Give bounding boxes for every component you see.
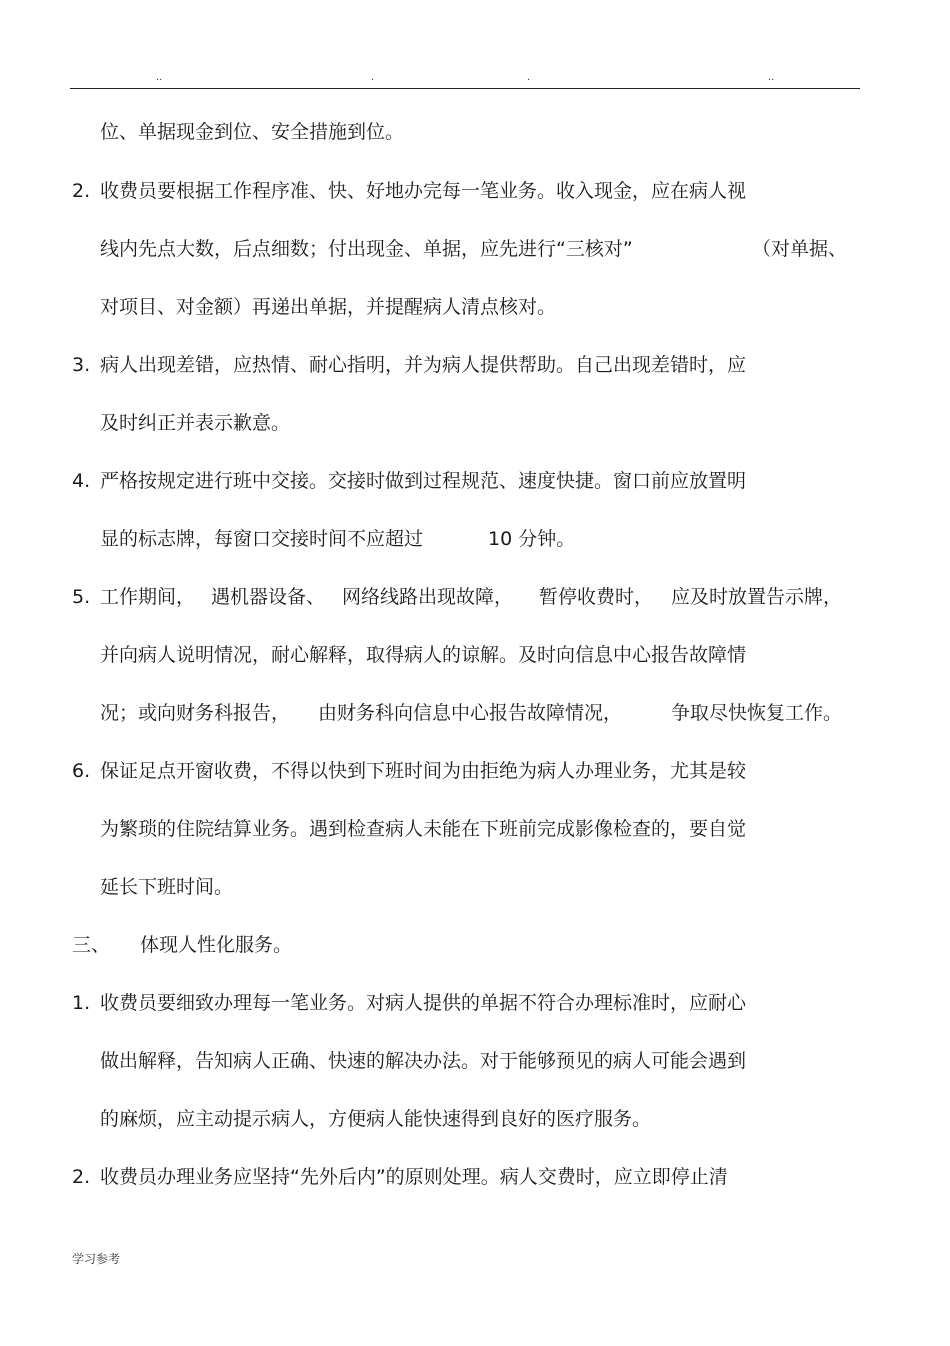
body-line: 病人出现差错，应热情、耐心指明，并为病人提供帮助。自己出现差错时，应: [100, 354, 747, 376]
item-number: 2.: [72, 180, 91, 202]
body-line: （对单据、: [752, 238, 848, 260]
body-line: 位、单据现金到位、安全措施到位。: [100, 121, 405, 143]
item-number: 3.: [72, 354, 91, 376]
body-line: 网络线路出现故障，: [342, 586, 514, 608]
section-title: 体现人性化服务。: [140, 934, 293, 956]
body-line: 对项目、对金额）再递出单据，并提醒病人清点核对。: [100, 296, 557, 318]
body-line: 10 分钟。: [488, 528, 576, 550]
body-line: 并向病人说明情况，耐心解释，取得病人的谅解。及时向信息中心报告故障情: [100, 644, 747, 666]
header-mark-3: .: [527, 72, 531, 83]
item-number: 5.: [72, 586, 91, 608]
footer-label: 学习参考: [72, 1252, 121, 1266]
body-line: 收费员要根据工作程序准、快、好地办完每一笔业务。收入现金，应在病人视: [100, 180, 747, 202]
body-line: 况；或向财务科报告，: [100, 702, 291, 724]
body-line: 严格按规定进行班中交接。交接时做到过程规范、速度快捷。窗口前应放置明: [100, 470, 747, 492]
body-line: 延长下班时间。: [100, 876, 234, 898]
body-line: 应及时放置告示牌，: [671, 586, 843, 608]
item-number: 6.: [72, 760, 91, 782]
body-line: 显的标志牌，每窗口交接时间不应超过: [100, 528, 424, 550]
body-line: 争取尽快恢复工作。: [671, 702, 843, 724]
body-line: 暂停收费时，: [539, 586, 654, 608]
body-line: 由财务科向信息中心报告故障情况，: [318, 702, 623, 724]
item-number: 1.: [72, 992, 91, 1014]
item-number: 2.: [72, 1166, 91, 1188]
body-line: 为繁琐的住院结算业务。遇到检查病人未能在下班前完成影像检查的，要自觉: [100, 818, 747, 840]
body-line: 做出解释，告知病人正确、快速的解决办法。对于能够预见的病人可能会遇到: [100, 1050, 747, 1072]
header-mark-2: .: [371, 72, 375, 83]
body-line: 保证足点开窗收费，不得以快到下班时间为由拒绝为病人办理业务，尤其是较: [100, 760, 747, 782]
item-number: 4.: [72, 470, 91, 492]
body-line: 收费员办理业务应坚持“先外后内”的原则处理。病人交费时，应立即停止清: [100, 1166, 728, 1188]
header-mark-1: ..: [156, 72, 163, 83]
body-line: 的麻烦，应主动提示病人，方便病人能快速得到良好的医疗服务。: [100, 1108, 652, 1130]
body-line: 遇机器设备、: [211, 586, 326, 608]
body-line: 工作期间，: [100, 586, 196, 608]
body-line: 收费员要细致办理每一笔业务。对病人提供的单据不符合办理标准时，应耐心: [100, 992, 747, 1014]
body-line: 及时纠正并表示歉意。: [100, 412, 291, 434]
header-mark-4: ..: [768, 72, 775, 83]
header-rule: [70, 88, 860, 89]
section-number: 三、: [72, 934, 111, 956]
body-line: 线内先点大数，后点细数；付出现金、单据，应先进行“三核对”: [100, 238, 633, 260]
